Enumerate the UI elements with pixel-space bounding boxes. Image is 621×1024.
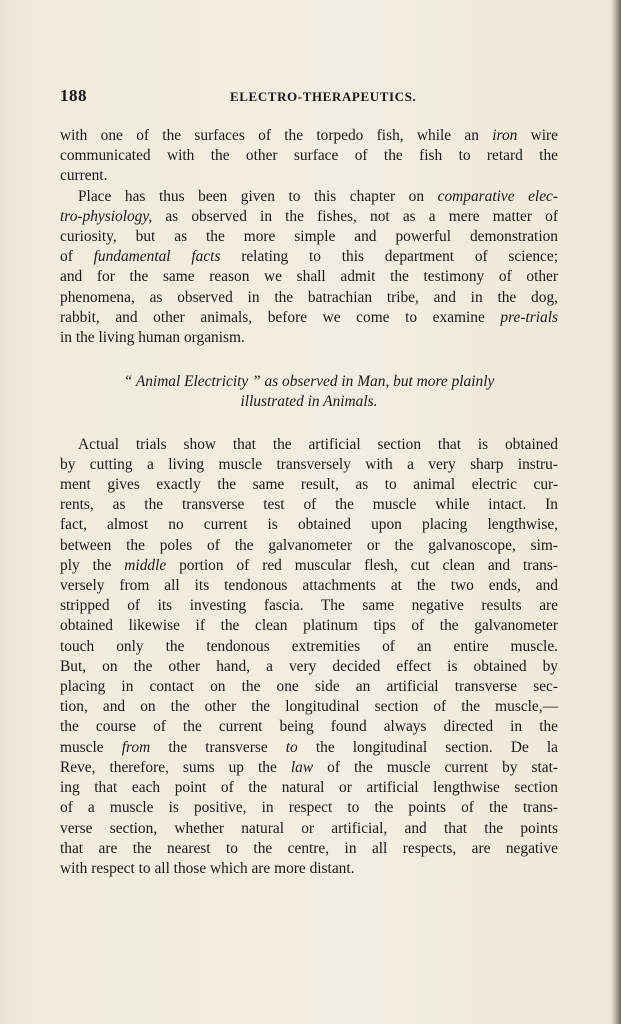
para2-line-8: in the living human organism. xyxy=(60,329,245,347)
para3-line-6: between the poles of the galvanometer or the galvanoscope, sim- xyxy=(60,536,558,554)
para3-line-21: that are the nearest to the centre, in all respects, are negative xyxy=(60,839,558,857)
body-text xyxy=(60,126,558,879)
para2-line-2: tro-physiology, as observed in the fishes, not as a mere matter of xyxy=(60,207,558,225)
para3-line-17: Reve, therefore, sums up the law of the muscle current by stat- xyxy=(60,758,558,776)
para3-line-7: ply the middle portion of red muscular flesh, cut clean and trans- xyxy=(60,556,558,574)
section-heading xyxy=(60,372,558,412)
para2-line-5: and for the same reason we shall admit the testimony of other xyxy=(60,268,558,286)
para3-line-9: stripped of its investing fascia. The same negative results are xyxy=(60,597,558,615)
para3-line-4: rents, as the transverse test of the muscle while intact. In xyxy=(60,496,558,514)
para3-line-12: But, on the other hand, a very decided effect is obtained by xyxy=(60,657,558,675)
para3-line-11: touch only the tendonous extremities of an entire muscle. xyxy=(60,637,558,655)
para3-line-22: with respect to all those which are more distant. xyxy=(60,859,355,877)
para2-line-7: rabbit, and other animals, before we come to examine pre-trials xyxy=(60,308,558,326)
heading-line-1: “ Animal Electricity ” as observed in Man, but more plainly xyxy=(123,373,495,391)
page-header xyxy=(60,86,572,108)
para3-line-2: by cutting a living muscle transversely with a very sharp instru- xyxy=(60,455,558,473)
para3-line-20: verse section, whether natural or artificial, and that the points xyxy=(60,819,558,837)
page-edge-shadow xyxy=(611,0,621,1024)
running-title: ELECTRO-THERAPEUTICS. xyxy=(230,89,417,104)
page-number: 188 xyxy=(60,86,87,105)
para2-line-1: Place has thus been given to this chapter on comparative elec- xyxy=(78,187,558,205)
para3-line-16: muscle from the transverse to the longitudinal section. De la xyxy=(60,738,558,756)
para3-line-19: of a muscle is positive, in respect to the points of the trans- xyxy=(60,799,558,817)
para1-line-3: current. xyxy=(60,167,108,185)
para3-line-3: ment gives exactly the same result, as to animal electric cur- xyxy=(60,476,558,494)
para3-line-1: Actual trials show that the artificial section that is obtained xyxy=(78,435,558,453)
para3-line-13: placing in contact on the one side an artificial transverse sec- xyxy=(60,678,558,696)
para3-line-18: ing that each point of the natural or artificial lengthwise section xyxy=(60,779,558,797)
para1-line-1: with one of the surfaces of the torpedo fish, while an iron wire xyxy=(60,127,558,144)
heading-line-2: illustrated in Animals. xyxy=(240,393,378,411)
para3-line-5: fact, almost no current is obtained upon placing lengthwise, xyxy=(60,516,558,534)
para2-line-4: of fundamental facts relating to this department of science; xyxy=(60,248,558,266)
para3-line-15: the course of the current being found always directed in the xyxy=(60,718,558,736)
para3-line-8: versely from all its tendonous attachments at the two ends, and xyxy=(60,577,558,595)
para1-line-2: communicated with the other surface of the fish to retard the xyxy=(60,147,558,165)
para2-line-6: phenomena, as observed in the batrachian tribe, and in the dog, xyxy=(60,288,558,306)
para2-line-3: curiosity, but as the more simple and powerful demonstration xyxy=(60,228,558,246)
para3-line-10: obtained likewise if the clean platinum tips of the galvanometer xyxy=(60,617,558,635)
para3-line-14: tion, and on the other the longitudinal section of the muscle,— xyxy=(60,698,558,716)
